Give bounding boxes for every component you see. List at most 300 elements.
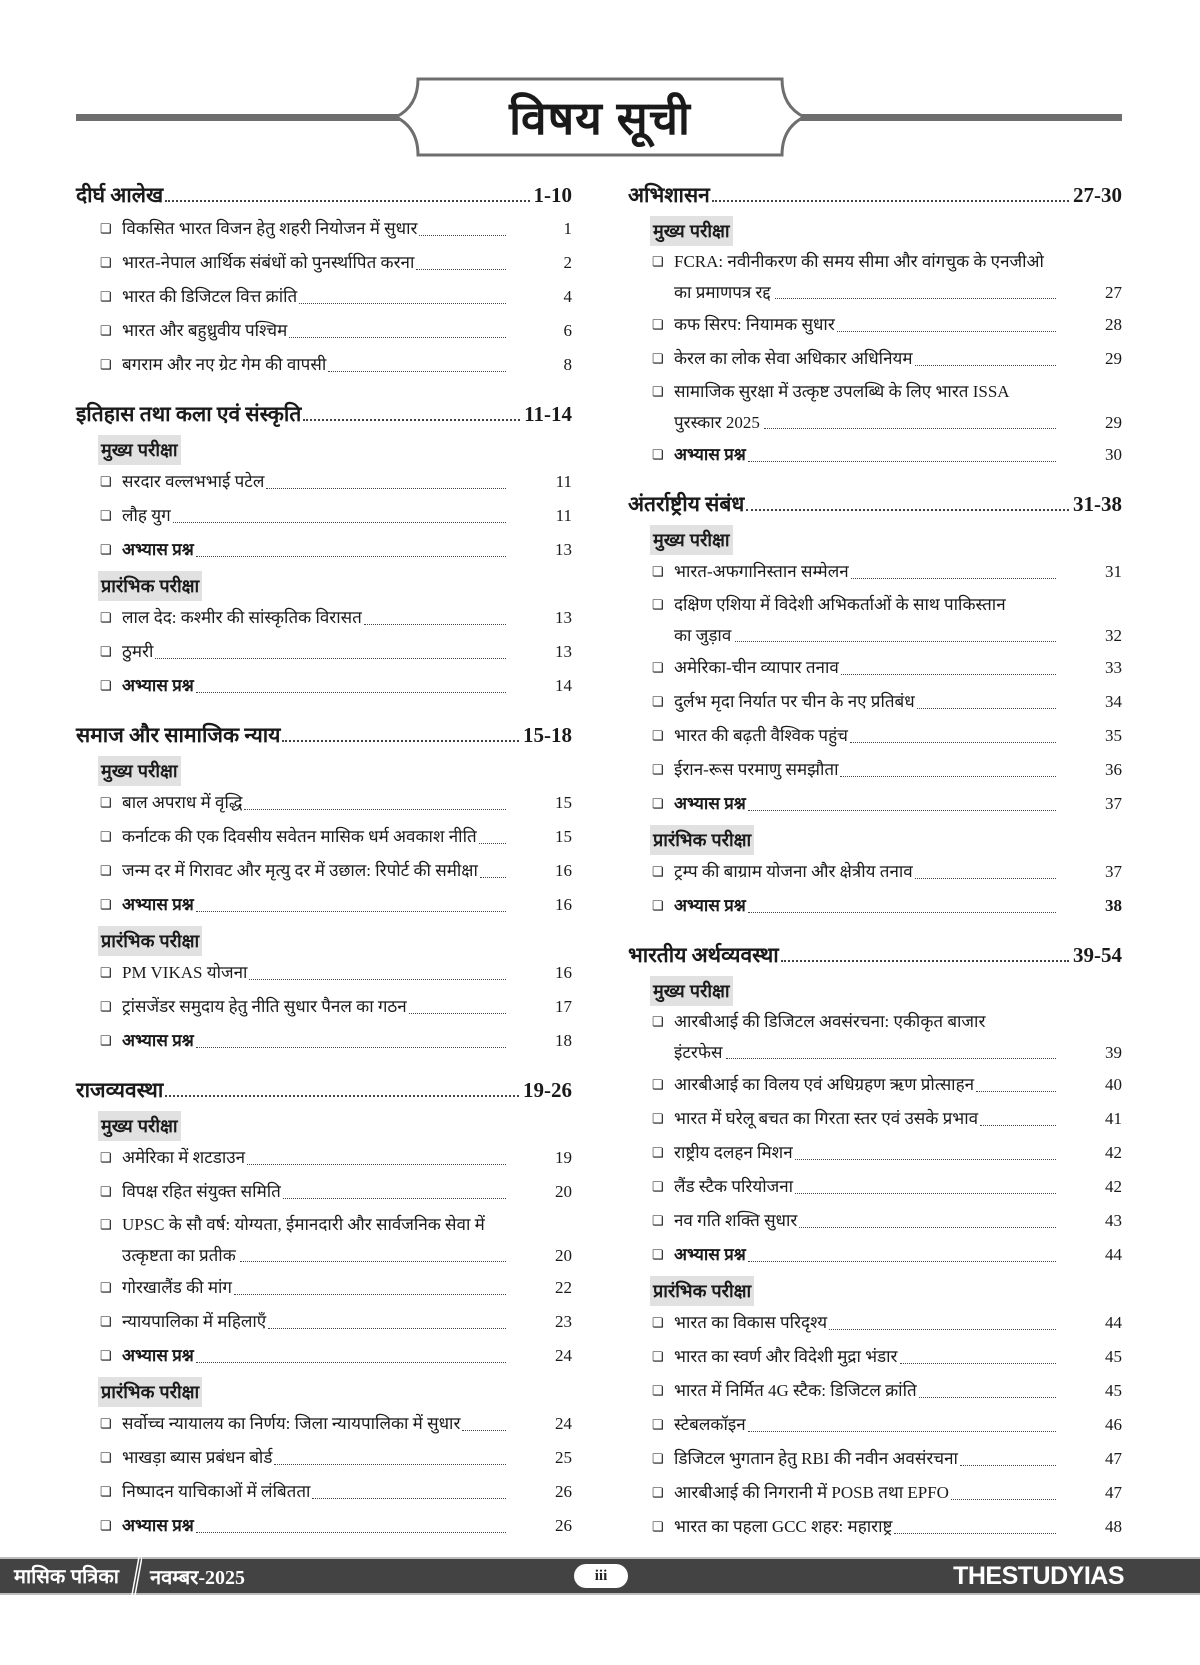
toc-entry[interactable] <box>628 342 1122 376</box>
toc-section[interactable] <box>76 718 572 752</box>
checkbox-bullet-icon: ❏ <box>100 289 112 304</box>
entry-title: भारत की डिजिटल वित्त क्रांति <box>122 287 298 306</box>
checkbox-bullet-icon: ❏ <box>652 1417 664 1432</box>
subheading-label: प्रारंभिक परीक्षा <box>98 571 202 601</box>
toc-entry[interactable] <box>628 555 1122 589</box>
dot-leader <box>726 1058 1056 1059</box>
entry-title: अभ्यास प्रश्न <box>122 1346 194 1365</box>
dot-leader <box>850 742 1056 743</box>
entry-title: अभ्यास प्रश्न <box>122 1031 194 1050</box>
dot-leader <box>328 371 506 372</box>
subheading-label: मुख्य परीक्षा <box>98 435 181 465</box>
section-page-range: 19-26 <box>523 1078 572 1102</box>
dot-leader <box>748 1431 1056 1432</box>
section-page-range: 11-14 <box>524 402 572 426</box>
toc-section[interactable] <box>628 938 1122 972</box>
entry-page: 29 <box>1105 349 1122 368</box>
toc-entry[interactable] <box>76 1509 572 1543</box>
entry-page: 39 <box>1105 1043 1122 1062</box>
dot-leader <box>748 810 1056 811</box>
entry-page: 41 <box>1105 1109 1122 1128</box>
entry-page: 26 <box>555 1516 572 1535</box>
checkbox-bullet-icon: ❏ <box>100 221 112 236</box>
entry-title: आरबीआई की डिजिटल अवसंरचना: एकीकृत बाजार <box>674 1012 986 1031</box>
toc-entry[interactable] <box>628 685 1122 719</box>
toc-entry[interactable] <box>628 1170 1122 1204</box>
dot-leader <box>479 843 506 844</box>
toc-entry[interactable] <box>76 669 572 703</box>
checkbox-bullet-icon: ❏ <box>100 829 112 844</box>
toc-entry[interactable] <box>628 1006 1122 1068</box>
checkbox-bullet-icon: ❏ <box>652 1519 664 1534</box>
toc-entry[interactable] <box>628 1408 1122 1442</box>
subheading-label: प्रारंभिक परीक्षा <box>98 926 202 956</box>
entry-page: 8 <box>563 355 572 374</box>
dot-leader <box>748 1261 1056 1262</box>
entry-title: अभ्यास प्रश्न <box>674 896 746 915</box>
toc-entry[interactable] <box>628 308 1122 342</box>
checkbox-bullet-icon: ❏ <box>100 678 112 693</box>
toc-entry[interactable] <box>76 854 572 888</box>
toc-entry[interactable] <box>76 499 572 533</box>
page-number: iii <box>574 1564 628 1588</box>
checkbox-bullet-icon: ❏ <box>652 384 664 399</box>
dot-leader <box>303 419 520 421</box>
toc-entry[interactable] <box>76 1305 572 1339</box>
toc-entry[interactable] <box>76 820 572 854</box>
entry-page: 27 <box>1105 283 1122 302</box>
entry-page: 16 <box>555 963 572 982</box>
checkbox-bullet-icon: ❏ <box>100 542 112 557</box>
dot-leader <box>746 509 1069 511</box>
section-page-range: 27-30 <box>1073 183 1122 207</box>
checkbox-bullet-icon: ❏ <box>652 728 664 743</box>
entry-page: 43 <box>1105 1211 1122 1230</box>
entry-title: विपक्ष रहित संयुक्त समिति <box>122 1182 281 1201</box>
dot-leader <box>980 1125 1056 1126</box>
checkbox-bullet-icon: ❏ <box>100 323 112 338</box>
dot-leader <box>196 1047 506 1048</box>
entry-title: विकसित भारत विजन हेतु शहरी नियोजन में सुधार <box>122 219 418 238</box>
entry-title: न्यायपालिका में महिलाएँ <box>122 1312 267 1331</box>
entry-page: 42 <box>1105 1143 1122 1162</box>
toc-entry[interactable] <box>76 635 572 669</box>
toc-entry[interactable] <box>76 1175 572 1209</box>
dot-leader <box>712 200 1069 202</box>
checkbox-bullet-icon: ❏ <box>100 610 112 625</box>
magazine-label: मासिक पत्रिका <box>14 1566 119 1588</box>
dot-leader <box>480 877 506 878</box>
entry-page: 20 <box>555 1246 572 1265</box>
toc-section[interactable] <box>76 1073 572 1107</box>
toc-entry[interactable] <box>76 990 572 1024</box>
entry-title: अमेरिका-चीन व्यापार तनाव <box>674 658 839 677</box>
dot-leader <box>289 337 506 338</box>
entry-page: 4 <box>563 287 572 306</box>
checkbox-bullet-icon: ❏ <box>652 447 664 462</box>
checkbox-bullet-icon: ❏ <box>100 795 112 810</box>
checkbox-bullet-icon: ❏ <box>100 1416 112 1431</box>
subheading-label: मुख्य परीक्षा <box>650 976 733 1006</box>
dot-leader <box>409 1013 506 1014</box>
dot-leader <box>960 1465 1056 1466</box>
entry-title: बाल अपराध में वृद्धि <box>122 793 243 812</box>
entry-title: भारत और बहुध्रुवीय पश्चिम <box>122 321 288 340</box>
dot-leader <box>249 979 506 980</box>
checkbox-bullet-icon: ❏ <box>652 1451 664 1466</box>
entry-line-1 <box>652 376 1122 408</box>
entry-page: 18 <box>555 1031 572 1050</box>
entry-page: 38 <box>1105 896 1122 915</box>
section-page-range: 1-10 <box>533 183 572 207</box>
checkbox-bullet-icon: ❏ <box>652 254 664 269</box>
toc-subheading <box>76 567 572 601</box>
toc-entry[interactable] <box>628 1340 1122 1374</box>
entry-title: भारत की बढ़ती वैश्विक पहुंच <box>674 726 848 745</box>
toc-section[interactable] <box>628 178 1122 212</box>
entry-title: अभ्यास प्रश्न <box>122 1516 194 1535</box>
checkbox-bullet-icon: ❏ <box>100 1484 112 1499</box>
entry-title-continued: का प्रमाणपत्र रद्द <box>674 283 771 302</box>
toc-entry[interactable] <box>76 246 572 280</box>
dot-leader <box>775 298 1056 299</box>
entry-page: 17 <box>555 997 572 1016</box>
checkbox-bullet-icon: ❏ <box>652 864 664 879</box>
checkbox-bullet-icon: ❏ <box>652 898 664 913</box>
checkbox-bullet-icon: ❏ <box>652 1014 664 1029</box>
entry-title: अभ्यास प्रश्न <box>122 540 194 559</box>
toc-entry[interactable] <box>76 1024 572 1058</box>
checkbox-bullet-icon: ❏ <box>100 999 112 1014</box>
entry-title-continued: पुरस्कार 2025 <box>674 413 760 432</box>
checkbox-bullet-icon: ❏ <box>100 1150 112 1165</box>
dot-leader <box>735 641 1056 642</box>
dot-leader <box>799 1227 1056 1228</box>
checkbox-bullet-icon: ❏ <box>100 1280 112 1295</box>
dot-leader <box>919 1397 1056 1398</box>
dot-leader <box>976 1091 1056 1092</box>
dot-leader <box>283 1198 506 1199</box>
toc-entry[interactable] <box>628 438 1122 472</box>
section-title: दीर्घ आलेख <box>76 183 164 207</box>
entry-page: 16 <box>555 861 572 880</box>
toc-entry[interactable] <box>628 1374 1122 1408</box>
entry-title: अभ्यास प्रश्न <box>674 794 746 813</box>
dot-leader <box>915 878 1056 879</box>
checkbox-bullet-icon: ❏ <box>652 1213 664 1228</box>
entry-page: 40 <box>1105 1075 1122 1094</box>
toc-entry[interactable] <box>628 589 1122 651</box>
entry-page: 25 <box>555 1448 572 1467</box>
entry-line-1 <box>652 1006 1122 1038</box>
entry-page: 6 <box>563 321 572 340</box>
entry-page: 19 <box>555 1148 572 1167</box>
entry-page: 34 <box>1105 692 1122 711</box>
toc-subheading <box>628 972 1122 1006</box>
entry-title: स्टेबलकॉइन <box>674 1415 746 1434</box>
dot-leader <box>266 488 506 489</box>
brand-logo: THESTUDYIAS <box>953 1562 1124 1590</box>
entry-title: ठुमरी <box>122 642 154 661</box>
dot-leader <box>840 776 1056 777</box>
entry-line-2 <box>100 1241 572 1271</box>
checkbox-bullet-icon: ❏ <box>652 1485 664 1500</box>
dot-leader <box>274 1464 506 1465</box>
entry-page: 48 <box>1105 1517 1122 1536</box>
entry-page: 26 <box>555 1482 572 1501</box>
title-banner <box>392 76 808 158</box>
entry-page: 20 <box>555 1182 572 1201</box>
dot-leader <box>419 235 506 236</box>
checkbox-bullet-icon: ❏ <box>100 1033 112 1048</box>
toc-entry[interactable] <box>628 1442 1122 1476</box>
entry-page: 35 <box>1105 726 1122 745</box>
checkbox-bullet-icon: ❏ <box>100 508 112 523</box>
dot-leader <box>234 1294 506 1295</box>
toc-entry[interactable] <box>76 465 572 499</box>
checkbox-bullet-icon: ❏ <box>100 1348 112 1363</box>
dot-leader <box>837 331 1056 332</box>
dot-leader <box>196 1362 506 1363</box>
entry-page: 29 <box>1105 413 1122 432</box>
entry-title: दक्षिण एशिया में विदेशी अभिकर्ताओं के साथ पाकिस्तान <box>674 595 1006 614</box>
toc-entry[interactable] <box>628 855 1122 889</box>
entry-title: भारत का विकास परिदृश्य <box>674 1313 828 1332</box>
checkbox-bullet-icon: ❏ <box>652 564 664 579</box>
entry-title: सर्वोच्च न्यायालय का निर्णय: जिला न्यायपालिका में सुधार <box>122 1414 461 1433</box>
checkbox-bullet-icon: ❏ <box>652 1383 664 1398</box>
toc-entry[interactable] <box>76 348 572 382</box>
entry-page: 45 <box>1105 1381 1122 1400</box>
toc-entry[interactable] <box>628 787 1122 821</box>
toc-entry[interactable] <box>76 212 572 246</box>
checkbox-bullet-icon: ❏ <box>100 1450 112 1465</box>
entry-page: 47 <box>1105 1483 1122 1502</box>
section-page-range: 31-38 <box>1073 492 1122 516</box>
toc-entry[interactable] <box>628 1204 1122 1238</box>
dot-leader <box>764 428 1056 429</box>
entry-page: 28 <box>1105 315 1122 334</box>
toc-entry[interactable] <box>76 888 572 922</box>
subheading-label: प्रारंभिक परीक्षा <box>98 1377 202 1407</box>
entry-title: सामाजिक सुरक्षा में उत्कृष्ट उपलब्धि के लिए भारत ISSA <box>674 382 1010 401</box>
toc-entry[interactable] <box>628 1238 1122 1272</box>
toc-section[interactable] <box>76 397 572 431</box>
entry-title: ईरान-रूस परमाणु समझौता <box>674 760 839 779</box>
entry-title: UPSC के सौ वर्ष: योग्यता, ईमानदारी और सार्वजनिक सेवा में <box>122 1215 485 1234</box>
entry-title: निष्पादन याचिकाओं में लंबितता <box>122 1482 311 1501</box>
entry-title-continued: उत्कृष्टता का प्रतीक <box>122 1246 236 1265</box>
section-title: भारतीय अर्थव्यवस्था <box>628 943 779 967</box>
subheading-label: मुख्य परीक्षा <box>650 525 733 555</box>
toc-entry[interactable] <box>76 1141 572 1175</box>
subheading-label: मुख्य परीक्षा <box>98 756 181 786</box>
entry-title: लाल देद: कश्मीर की सांस्कृतिक विरासत <box>122 608 362 627</box>
toc-section[interactable] <box>76 178 572 212</box>
entry-title: भारत-अफगानिस्तान सम्मेलन <box>674 562 849 581</box>
entry-title: भारत-नेपाल आर्थिक संबंधों को पुनर्स्थापित करना <box>122 253 415 272</box>
entry-page: 15 <box>555 827 572 846</box>
entry-title: राष्ट्रीय दलहन मिशन <box>674 1143 793 1162</box>
dot-leader <box>196 911 506 912</box>
entry-title: कर्नाटक की एक दिवसीय सवेतन मासिक धर्म अवकाश नीति <box>122 827 477 846</box>
dot-leader <box>894 1533 1056 1534</box>
toc-entry[interactable] <box>628 1136 1122 1170</box>
toc-entry[interactable] <box>628 719 1122 753</box>
checkbox-bullet-icon: ❏ <box>652 597 664 612</box>
checkbox-bullet-icon: ❏ <box>100 965 112 980</box>
dot-leader <box>748 461 1056 462</box>
entry-line-2 <box>652 408 1122 438</box>
toc-right-column <box>628 178 1122 1544</box>
section-page-range: 39-54 <box>1073 943 1122 967</box>
entry-title: केरल का लोक सेवा अधिकार अधिनियम <box>674 349 913 368</box>
toc-entry[interactable] <box>628 1102 1122 1136</box>
entry-title: सरदार वल्लभभाई पटेल <box>122 472 265 491</box>
entry-title: लैंड स्टैक परियोजना <box>674 1177 794 1196</box>
checkbox-bullet-icon: ❏ <box>652 796 664 811</box>
entry-title: अभ्यास प्रश्न <box>674 445 746 464</box>
dot-leader <box>247 1164 506 1165</box>
entry-page: 24 <box>555 1346 572 1365</box>
entry-title: डिजिटल भुगतान हेतु RBI की नवीन अवसंरचना <box>674 1449 958 1468</box>
entry-page: 14 <box>555 676 572 695</box>
checkbox-bullet-icon: ❏ <box>100 1518 112 1533</box>
toc-entry[interactable] <box>76 1209 572 1271</box>
entry-line-2 <box>652 1038 1122 1068</box>
entry-title: अमेरिका में शटडाउन <box>122 1148 246 1167</box>
issue-date: नवम्बर-2025 <box>150 1567 245 1589</box>
section-page-range: 15-18 <box>523 723 572 747</box>
entry-page: 11 <box>555 472 572 491</box>
toc-subheading <box>76 752 572 786</box>
entry-page: 33 <box>1105 658 1122 677</box>
dot-leader <box>282 740 519 742</box>
section-title: अंतर्राष्ट्रीय संबंध <box>628 492 745 516</box>
checkbox-bullet-icon: ❏ <box>100 1314 112 1329</box>
dot-leader <box>244 809 506 810</box>
toc-entry[interactable] <box>76 533 572 567</box>
checkbox-bullet-icon: ❏ <box>652 1247 664 1262</box>
entry-page: 1 <box>563 219 572 238</box>
entry-page: 2 <box>563 253 572 272</box>
entry-page: 16 <box>555 895 572 914</box>
subheading-label: प्रारंभिक परीक्षा <box>650 1276 754 1306</box>
checkbox-bullet-icon: ❏ <box>652 1111 664 1126</box>
toc-entry[interactable] <box>628 753 1122 787</box>
entry-line-2 <box>652 278 1122 308</box>
entry-page: 30 <box>1105 445 1122 464</box>
subheading-label: मुख्य परीक्षा <box>98 1111 181 1141</box>
toc-entry[interactable] <box>628 376 1122 438</box>
toc-entry[interactable] <box>628 1068 1122 1102</box>
entry-title-continued: का जुड़ाव <box>674 626 732 645</box>
toc-entry[interactable] <box>628 246 1122 308</box>
dot-leader <box>196 556 506 557</box>
toc-entry[interactable] <box>76 1339 572 1373</box>
title-rule-right <box>794 114 1122 121</box>
checkbox-bullet-icon: ❏ <box>652 1179 664 1194</box>
toc-subheading <box>76 922 572 956</box>
title-rule-left <box>76 114 406 121</box>
dot-leader <box>462 1430 506 1431</box>
entry-title: बगराम और नए ग्रेट गेम की वापसी <box>122 355 327 374</box>
dot-leader <box>155 658 506 659</box>
toc-entry[interactable] <box>628 1476 1122 1510</box>
entry-page: 45 <box>1105 1347 1122 1366</box>
checkbox-bullet-icon: ❏ <box>100 255 112 270</box>
entry-title: नव गति शक्ति सुधार <box>674 1211 798 1230</box>
checkbox-bullet-icon: ❏ <box>100 863 112 878</box>
checkbox-bullet-icon: ❏ <box>652 1145 664 1160</box>
entry-page: 11 <box>555 506 572 525</box>
entry-page: 15 <box>555 793 572 812</box>
toc-entry[interactable] <box>76 956 572 990</box>
toc-entry[interactable] <box>628 1510 1122 1544</box>
checkbox-bullet-icon: ❏ <box>652 351 664 366</box>
entry-page: 13 <box>555 642 572 661</box>
entry-page: 13 <box>555 540 572 559</box>
section-title: समाज और सामाजिक न्याय <box>76 723 281 747</box>
dot-leader <box>795 1193 1056 1194</box>
entry-line-1 <box>100 1209 572 1241</box>
dot-leader <box>196 692 506 693</box>
dot-leader <box>173 522 506 523</box>
toc-entry[interactable] <box>76 1407 572 1441</box>
toc-entry[interactable] <box>76 1271 572 1305</box>
toc-subheading <box>628 821 1122 855</box>
entry-title: भारत में निर्मित 4G स्टैक: डिजिटल क्रांति <box>674 1381 917 1400</box>
toc-left-column <box>76 178 572 1543</box>
entry-title: गोरखालैंड की मांग <box>122 1278 232 1297</box>
toc-entry[interactable] <box>628 889 1122 923</box>
entry-title: ट्रम्प की बाग्राम योजना और क्षेत्रीय तनाव <box>674 862 913 881</box>
dot-leader <box>951 1499 1056 1500</box>
toc-entry[interactable] <box>76 1441 572 1475</box>
checkbox-bullet-icon: ❏ <box>652 762 664 777</box>
dot-leader <box>416 269 506 270</box>
checkbox-bullet-icon: ❏ <box>100 357 112 372</box>
page-title: विषय सूची <box>509 92 691 144</box>
toc-entry[interactable] <box>628 651 1122 685</box>
checkbox-bullet-icon: ❏ <box>100 474 112 489</box>
dot-leader <box>795 1159 1056 1160</box>
dot-leader <box>900 1363 1057 1364</box>
entry-title: अभ्यास प्रश्न <box>674 1245 746 1264</box>
toc-entry[interactable] <box>76 280 572 314</box>
dot-leader <box>851 578 1056 579</box>
toc-entry[interactable] <box>76 1475 572 1509</box>
footer-separator <box>130 1557 142 1595</box>
toc-subheading <box>628 212 1122 246</box>
dot-leader <box>364 624 506 625</box>
entry-title: आरबीआई की निगरानी में POSB तथा EPFO <box>674 1483 949 1502</box>
toc-entry[interactable] <box>76 601 572 635</box>
dot-leader <box>917 708 1056 709</box>
checkbox-bullet-icon: ❏ <box>652 317 664 332</box>
section-title: अभिशासन <box>628 183 710 207</box>
toc-subheading <box>628 521 1122 555</box>
toc-entry[interactable] <box>628 1306 1122 1340</box>
section-title: इतिहास तथा कला एवं संस्कृति <box>76 402 302 426</box>
entry-page: 47 <box>1105 1449 1122 1468</box>
toc-entry[interactable] <box>76 314 572 348</box>
subheading-label: मुख्य परीक्षा <box>650 216 733 246</box>
checkbox-bullet-icon: ❏ <box>652 694 664 709</box>
toc-entry[interactable] <box>76 786 572 820</box>
toc-section[interactable] <box>628 487 1122 521</box>
entry-page: 22 <box>555 1278 572 1297</box>
